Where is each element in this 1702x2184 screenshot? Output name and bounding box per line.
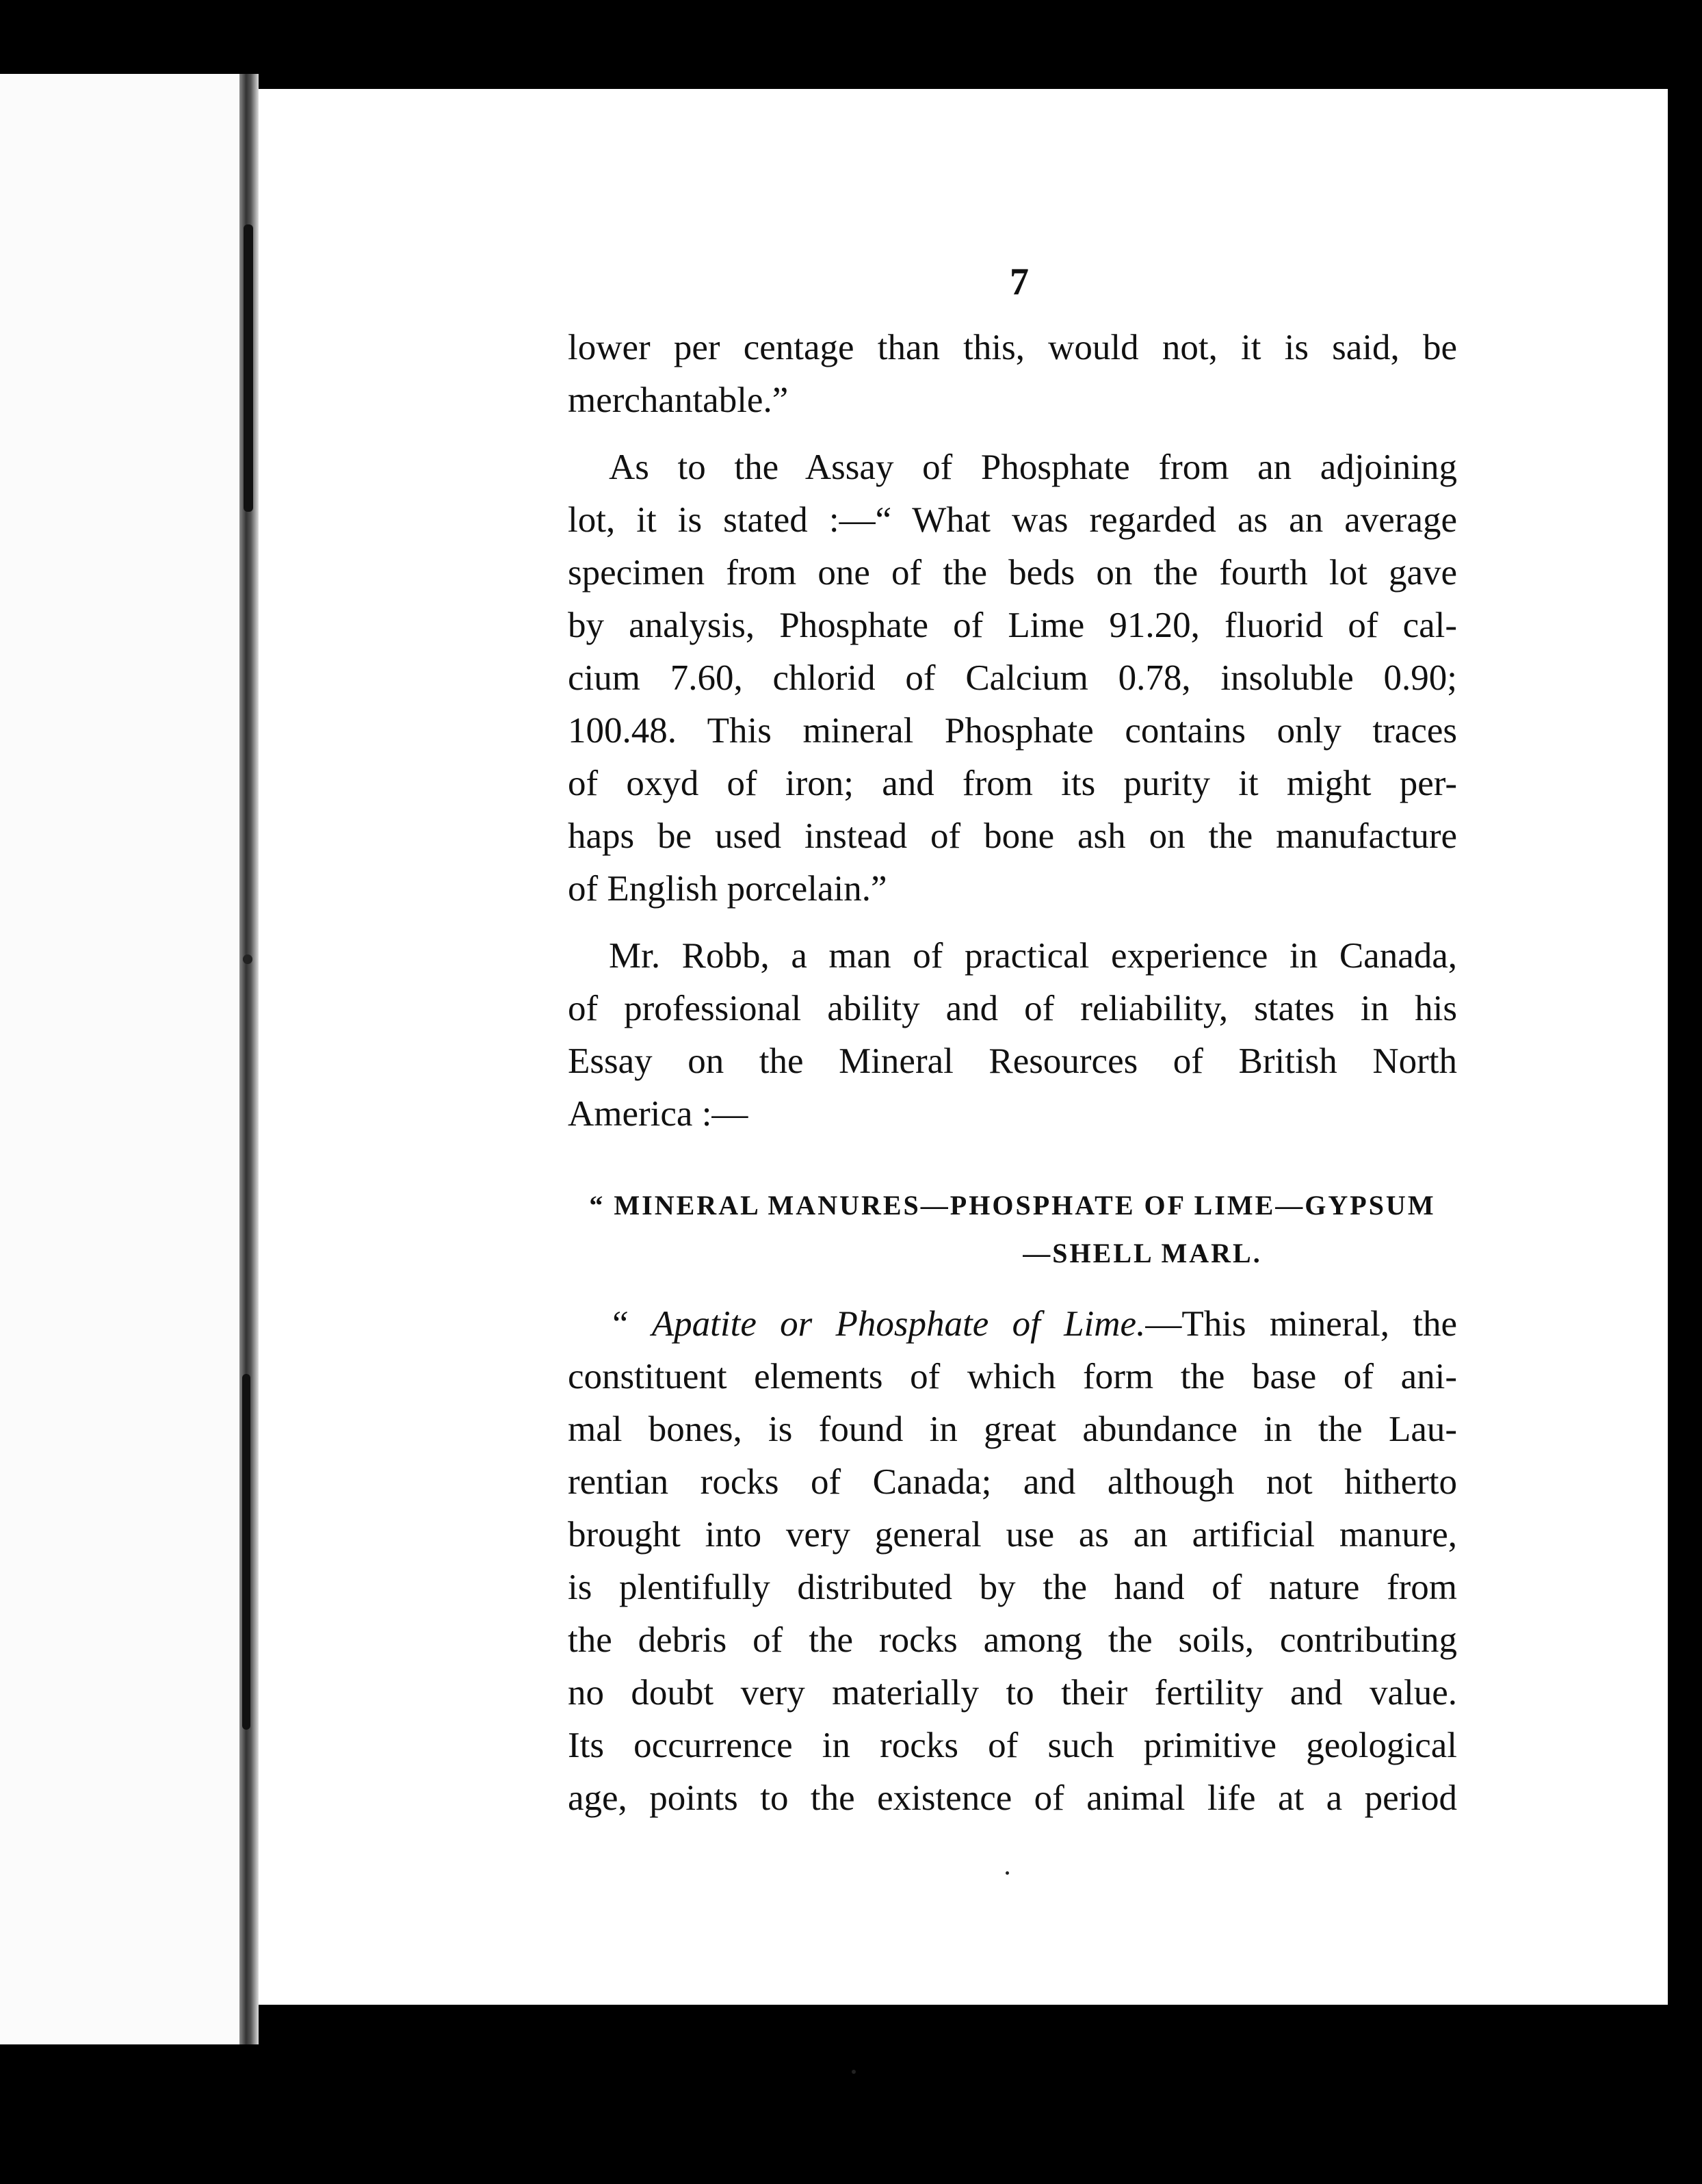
text-line: merchantable.” — [568, 380, 789, 420]
text-line: As to the Assay of Phosphate from an adjoining — [609, 447, 1457, 487]
scan-speck — [243, 954, 252, 964]
text-line: Essay on the Mineral Resources of British North — [568, 1041, 1457, 1081]
text-line: age, points to the existence of animal life at a period — [568, 1778, 1457, 1818]
italic-lead: “ Apatite or Phosphate of Lime. — [609, 1304, 1146, 1344]
text-line — [568, 1298, 1457, 1351]
paragraph — [568, 1298, 1457, 1825]
paragraph — [568, 441, 1457, 915]
paragraph — [568, 322, 1457, 427]
text-line: 100.48. This mineral Phosphate contains only traces — [568, 711, 1457, 751]
text-line: mal bones, is found in great abundance in the Lau- — [568, 1409, 1457, 1449]
scan-speck — [1006, 1871, 1009, 1875]
scan-speck — [852, 2070, 856, 2074]
text-line: cium 7.60, chlorid of Calcium 0.78, insoluble 0.90; — [568, 658, 1457, 698]
text-line: rentian rocks of Canada; and although not hitherto — [568, 1462, 1457, 1502]
page-number: 7 — [1010, 261, 1029, 303]
book-gutter — [239, 74, 259, 2044]
text-line: by analysis, Phosphate of Lime 91.20, fluorid of cal- — [568, 606, 1457, 645]
text-line: of English porcelain.” — [568, 869, 887, 909]
text-fragment: —This mineral, the — [1145, 1304, 1457, 1344]
binding-shadow — [244, 224, 253, 512]
section-heading: “ MINERAL MANURES—PHOSPHATE OF LIME—GYPSUM — [589, 1190, 1436, 1221]
text-line: of professional ability and of reliability, states in his — [568, 989, 1457, 1028]
body-text — [568, 322, 1457, 1839]
text-line: constituent elements of which form the base of ani- — [568, 1357, 1457, 1396]
text-line: America :— — [568, 1094, 748, 1134]
right-page-edge — [1668, 89, 1702, 2005]
paragraph — [568, 930, 1457, 1141]
section-heading-continued: —SHELL MARL. — [1023, 1238, 1262, 1269]
text-line: of oxyd of iron; and from its purity it might per- — [568, 764, 1457, 803]
text-line: haps be used instead of bone ash on the manufacture — [568, 816, 1457, 856]
text-line: Mr. Robb, a man of practical experience in Canada, — [609, 936, 1457, 976]
text-line: Its occurrence in rocks of such primitive geological — [568, 1726, 1457, 1765]
text-line: no doubt very materially to their fertility and value. — [568, 1673, 1457, 1713]
text-line: specimen from one of the beds on the fourth lot gave — [568, 553, 1457, 593]
text-line: brought into very general use as an artificial manure, — [568, 1515, 1457, 1555]
text-line: lot, it is stated :—“ What was regarded as an average — [568, 500, 1457, 540]
binding-shadow — [242, 1374, 250, 1730]
text-line: is plentifully distributed by the hand of nature from — [568, 1568, 1457, 1607]
left-page-edge — [0, 74, 239, 2044]
text-line: the debris of the rocks among the soils, contributing — [568, 1620, 1457, 1660]
text-line: lower per centage than this, would not, it is said, be — [568, 328, 1457, 367]
